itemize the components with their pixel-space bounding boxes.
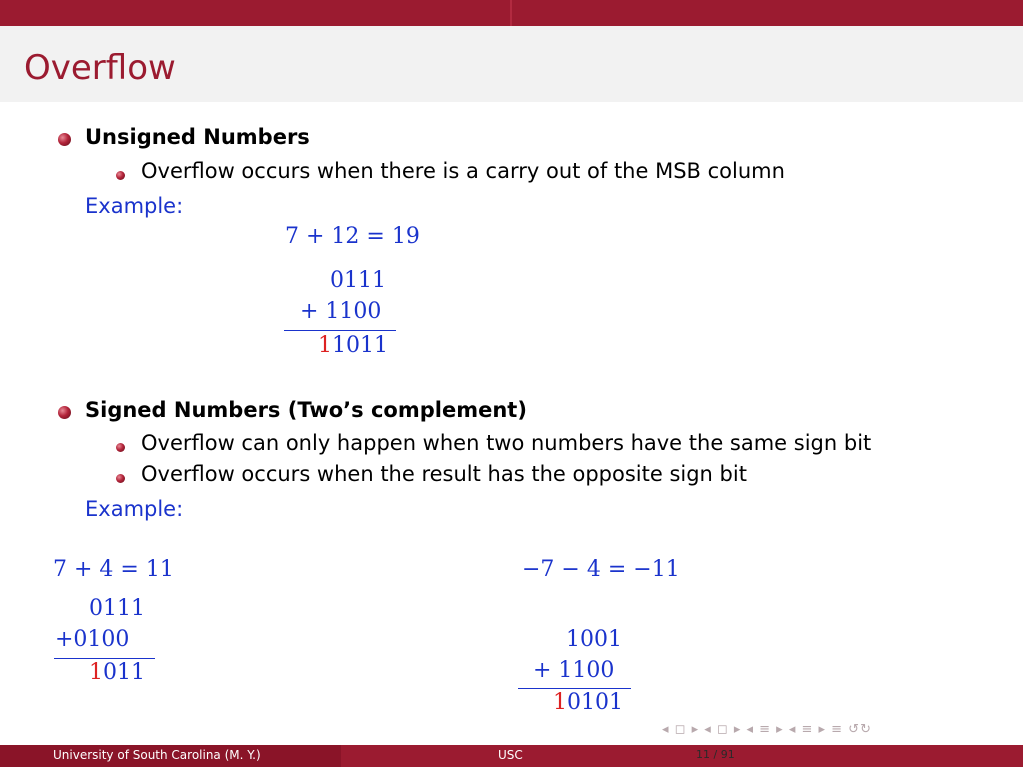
carry-bit: 1 (318, 333, 332, 358)
unsigned-result (318, 333, 388, 358)
result-bits: 1011 (332, 333, 388, 358)
unsigned-heading: Unsigned Numbers (85, 125, 310, 149)
unsigned-sub1: Overflow occurs when there is a carry out of the MSB column (141, 159, 785, 183)
top-bar (0, 0, 1023, 26)
signed-sub2: Overflow occurs when the result has the opposite sign bit (141, 462, 747, 486)
sub-bullet-icon (116, 171, 125, 180)
slide-title: Overflow (24, 48, 176, 88)
result-bits: 0101 (567, 690, 623, 715)
signed-left-sum-rule (54, 658, 155, 659)
footer (0, 745, 1023, 767)
signed-left-operand2: +0100 (55, 627, 130, 652)
footer-institution: University of South Carolina (M. Y.) (53, 748, 261, 762)
unsigned-operand2: + 1100 (300, 299, 382, 324)
sub-bullet-icon (116, 474, 125, 483)
bullet-icon (58, 406, 71, 419)
page-number: 11 / 91 (696, 748, 735, 761)
sign-bit: 1 (89, 660, 103, 685)
top-bar-divider (510, 0, 512, 26)
footer-left-panel (0, 745, 341, 767)
result-bits: 011 (103, 660, 145, 685)
signed-right-sum-rule (518, 688, 631, 689)
carry-bit: 1 (553, 690, 567, 715)
footer-center-panel (341, 745, 682, 767)
example-label-2: Example: (85, 497, 184, 521)
signed-sub1: Overflow can only happen when two numbers have the same sign bit (141, 431, 872, 455)
signed-right-operand2: + 1100 (533, 658, 615, 683)
unsigned-equation: 7 + 12 = 19 (285, 224, 420, 249)
footer-short-title: USC (498, 748, 523, 762)
beamer-nav-icons[interactable]: ◂ ◻ ▸ ◂ ◻ ▸ ◂ ≡ ▸ ◂ ≡ ▸ ≡ ↺↻ (662, 722, 872, 737)
signed-left-operand1: 0111 (89, 596, 145, 621)
bullet-icon (58, 133, 71, 146)
signed-right-result (553, 690, 623, 715)
signed-heading: Signed Numbers (Two’s complement) (85, 398, 527, 422)
sub-bullet-icon (116, 443, 125, 452)
signed-left-result (89, 660, 145, 685)
footer-right-panel (682, 745, 1023, 767)
signed-right-equation: −7 − 4 = −11 (522, 557, 680, 582)
unsigned-operand1: 0111 (330, 268, 386, 293)
signed-left-equation: 7 + 4 = 11 (53, 557, 174, 582)
unsigned-sum-rule (284, 330, 396, 331)
example-label-1: Example: (85, 194, 184, 218)
signed-right-operand1: 1001 (566, 627, 622, 652)
